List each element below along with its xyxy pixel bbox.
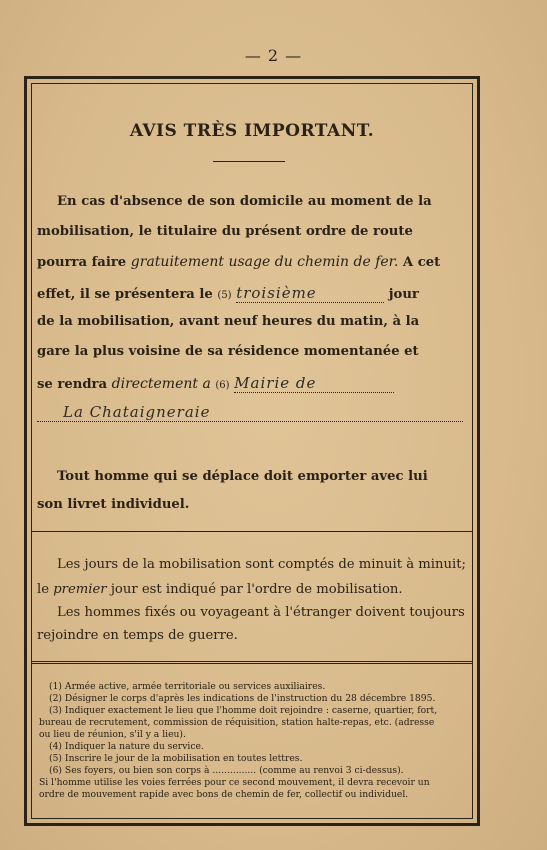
warning-line-1: Tout homme qui se déplace doit emporter avec lui xyxy=(57,469,428,484)
main-line-3 xyxy=(37,254,440,270)
main-line-2: mobilisation, le titulaire du présent ordre de route xyxy=(37,224,413,239)
directly-to: directement a xyxy=(111,376,211,392)
notice-line-2-start: le xyxy=(37,582,50,597)
handwritten-destination-1: Mairie de xyxy=(234,374,317,392)
page-number: — 2 — xyxy=(244,46,303,65)
notice-frame xyxy=(24,76,480,826)
footnote-3-cont-1: bureau de recrutement, commission de réquisition, station halte-repas, etc. (adresse xyxy=(39,717,435,728)
destination-fill-in-field xyxy=(234,374,394,393)
free-rail-usage: gratuitement usage du chemin de fer. xyxy=(130,254,399,270)
main-line-1: En cas d'absence de son domicile au moment de la xyxy=(57,194,432,209)
notice-title: AVIS TRÈS IMPORTANT. xyxy=(129,121,375,141)
section-divider-1 xyxy=(31,531,473,532)
notice-line-2 xyxy=(37,582,403,597)
footnote-5: (5) Inscrire le jour de la mobilisation en toutes lettres. xyxy=(49,753,303,764)
main-line-4-start: effet, il se présentera le xyxy=(37,287,213,302)
footnote-2: (2) Désigner le corps d'après les indications de l'instruction du 28 décembre 1895. xyxy=(49,693,436,704)
footnote-ref-6: (6) xyxy=(215,380,230,391)
main-line-5: de la mobilisation, avant neuf heures du matin, à la xyxy=(37,314,420,329)
footnote-6: (6) Ses foyers, ou bien son corps à ............... (comme au renvoi 3 ci-dessus). xyxy=(49,765,404,776)
main-line-4 xyxy=(37,284,419,303)
footnote-1: (1) Armée active, armée territoriale ou services auxiliaires. xyxy=(49,681,326,692)
notice-line-2-end: jour est indiqué par l'ordre de mobilisation. xyxy=(110,582,403,597)
notice-line-3: Les hommes fixés ou voyageant à l'étranger doivent toujours xyxy=(57,605,465,620)
footnote-3: (3) Indiquer exactement le lieu que l'homme doit rejoindre : caserne, quartier, fort, xyxy=(49,705,438,716)
notice-first-day: premier xyxy=(53,582,107,597)
notice-line-4: rejoindre en temps de guerre. xyxy=(37,628,238,643)
footnote-6-cont-2: ordre de mouvement rapide avec bons de chemin de fer, collectif ou individuel. xyxy=(39,789,409,800)
footnote-3-cont-2: ou lieu de réunion, s'il y a lieu). xyxy=(39,729,186,740)
main-line-8 xyxy=(37,403,463,422)
warning-line-2: son livret individuel. xyxy=(37,497,190,512)
main-line-7-start: se rendra xyxy=(37,377,108,392)
handwritten-day: troisième xyxy=(236,284,317,302)
main-line-3-start: pourra faire xyxy=(37,255,127,270)
main-line-7 xyxy=(37,374,394,393)
footnote-6-cont-1: Si l'homme utilise les voies ferrées pour ce second mouvement, il devra recevoir un xyxy=(39,777,430,788)
main-line-4-end: jour xyxy=(388,287,419,302)
footnote-ref-5: (5) xyxy=(217,290,232,301)
main-line-6: gare la plus voisine de sa résidence momentanée et xyxy=(37,344,419,359)
section-divider-2 xyxy=(31,661,473,664)
title-underline xyxy=(213,161,285,162)
footnote-4: (4) Indiquer la nature du service. xyxy=(49,741,204,752)
main-line-3-end: A cet xyxy=(402,255,441,270)
destination-fill-in-field-2 xyxy=(37,403,463,422)
handwritten-destination-2: La Chataigneraie xyxy=(63,403,211,421)
notice-line-1: Les jours de la mobilisation sont comptés de minuit à minuit; xyxy=(57,557,466,572)
day-fill-in-field xyxy=(236,284,384,303)
